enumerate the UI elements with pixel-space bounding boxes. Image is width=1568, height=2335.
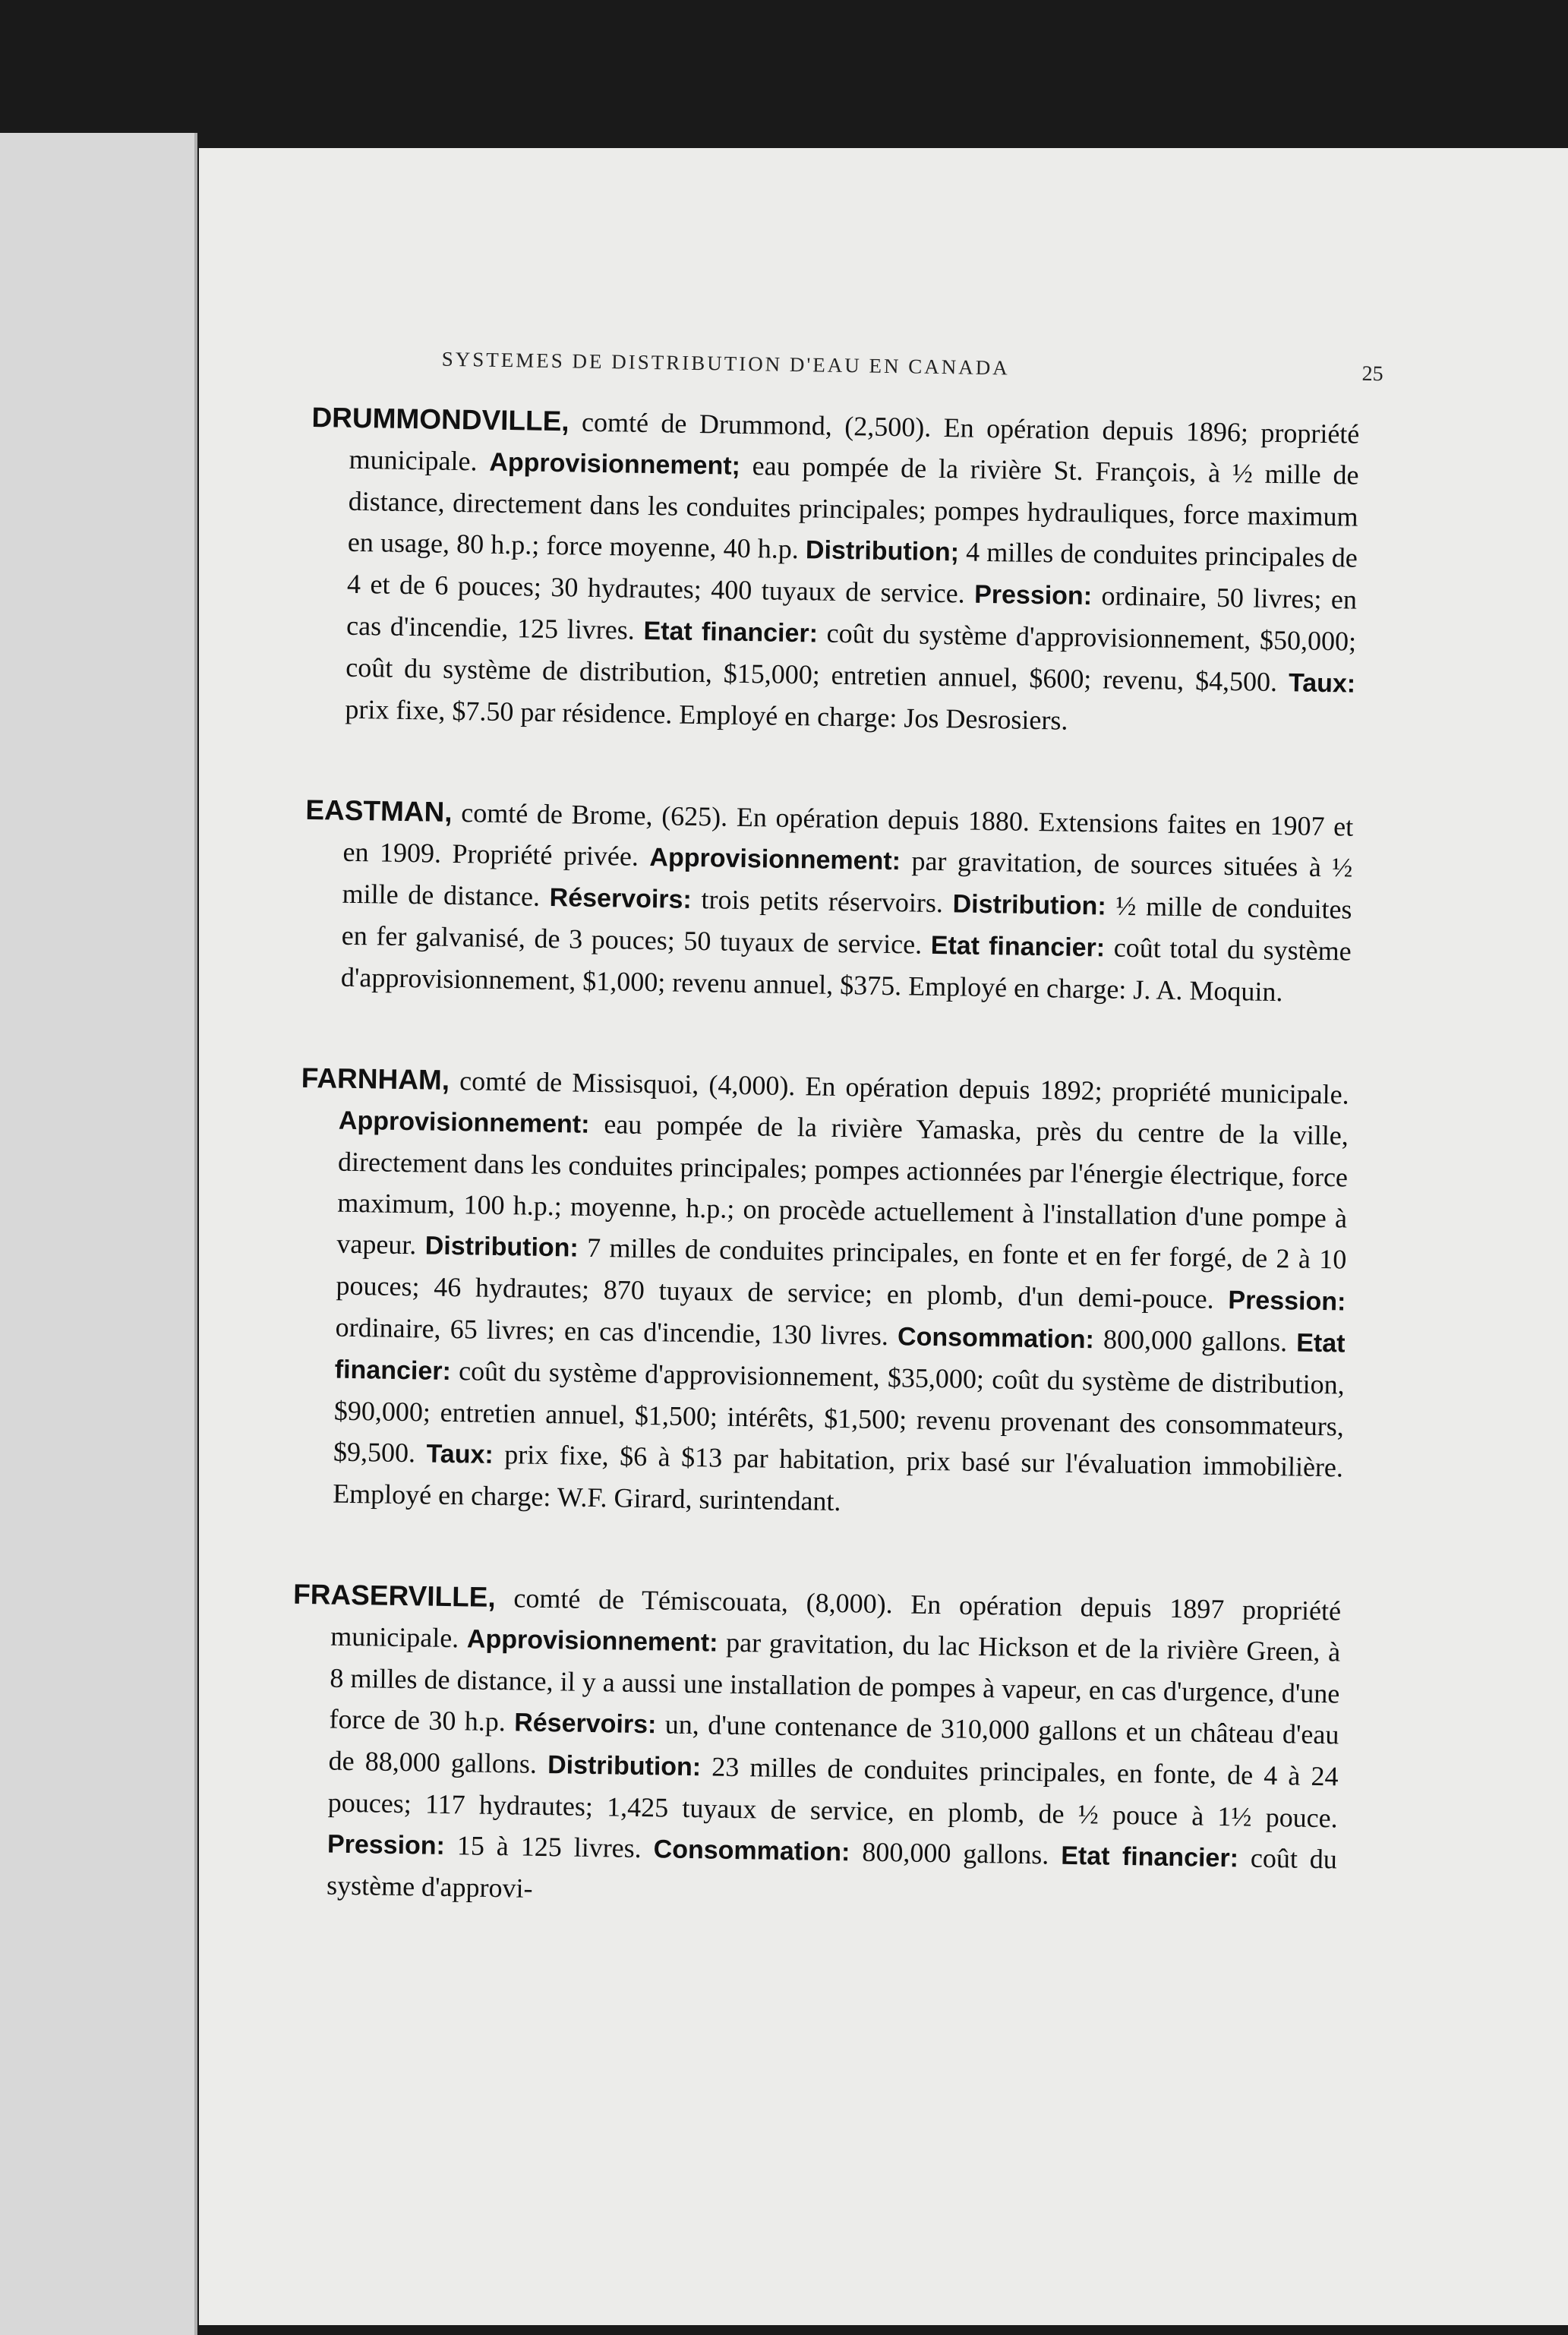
entry-text: 23 milles de conduites principales, en fonte, de 4 à 24 pouces; 117 hydrautes; 1,425 tuyaux de service, en plomb, de ½ pouce à 1½ pouce. bbox=[327, 1751, 1339, 1834]
entry-text: 800,000 gallons. bbox=[1093, 1324, 1297, 1358]
entry-text: trois petits réservoirs. bbox=[691, 883, 953, 919]
page-content bbox=[287, 346, 1383, 1982]
entry-name: DRUMMONDVILLE, bbox=[311, 401, 569, 437]
entry-text: coût du système d'approvi- bbox=[326, 1842, 1338, 1904]
entry-text: un, d'une contenance de 310,000 gallons et un château d'eau de 88,000 gallons. bbox=[328, 1709, 1339, 1780]
entry-label: Réservoirs: bbox=[513, 1708, 657, 1740]
entry-label: Etat financier: bbox=[334, 1328, 1346, 1387]
entry-label: Distribution: bbox=[424, 1231, 579, 1263]
entry-label: Approvisionnement: bbox=[466, 1624, 718, 1658]
entry-name: EASTMAN, bbox=[305, 794, 453, 828]
entry-text: comté de Drummond, (2,500). En opération depuis 1896; propriété municipale. bbox=[349, 406, 1360, 477]
page-number: 25 bbox=[1361, 361, 1383, 387]
entries-list bbox=[289, 397, 1360, 1921]
book-page bbox=[199, 148, 1568, 2325]
entry-text: ½ mille de conduites en fer galvanisé, de 3 pouces; 50 tuyaux de service. bbox=[341, 890, 1352, 960]
entry-label: Distribution; bbox=[805, 535, 960, 567]
entry-text: par gravitation, de sources situées à ½ mille de distance. bbox=[342, 845, 1353, 912]
entry-label: Réservoirs: bbox=[549, 882, 693, 914]
entry-label: Pression: bbox=[327, 1829, 446, 1860]
entry-farnham bbox=[295, 1058, 1349, 1530]
entry-text: 7 milles de conduites principales, en fonte et en fer forgé, de 2 à 10 pouces; 46 hydrautes; 870 tuyaux de service; en plomb, d'un demi-pouce. bbox=[336, 1232, 1347, 1315]
entry-label: Approvisionnement: bbox=[338, 1106, 590, 1139]
entry-text: 800,000 gallons. bbox=[850, 1836, 1062, 1870]
entry-text: coût du système d'approvisionnement, $35,000; coût du système de distribution, $90,000; entretien annuel, $1,500; intérêts, $1,500; revenu provenant des consommateurs, $9,500. bbox=[333, 1355, 1345, 1469]
entry-label: Distribution: bbox=[547, 1750, 702, 1782]
entry-text: comté de Témiscouata, (8,000). En opération depuis 1897 propriété municipale. bbox=[330, 1582, 1342, 1654]
entry-label: Taux: bbox=[426, 1439, 494, 1469]
entry-label: Taux: bbox=[1288, 668, 1356, 699]
entry-fraserville bbox=[289, 1574, 1342, 1922]
running-head bbox=[312, 346, 1383, 387]
entry-text: coût du système d'approvisionnement, $50,000; coût du système de distribution, $15,000; entretien annuel, $600; revenu, $4,500. bbox=[345, 617, 1357, 698]
entry-text: prix fixe, $6 à $13 par habitation, prix basé sur l'évaluation immobilière. Employé en charge: W.F. Girard, surintendant. bbox=[332, 1438, 1344, 1517]
entry-label: Approvisionnement: bbox=[649, 843, 901, 876]
entry-label: Consommation: bbox=[653, 1835, 850, 1867]
entry-text: 15 à 125 livres. bbox=[444, 1829, 655, 1864]
entry-eastman bbox=[303, 790, 1354, 1014]
entry-label: Distribution: bbox=[952, 889, 1106, 921]
entry-label: Pression: bbox=[1228, 1286, 1346, 1317]
entry-text: par gravitation, du lac Hickson et de la rivière Green, à 8 milles de distance, il y a aussi une installation de pompes à vapeur, en cas d'urgence, d'une force de 30 h.p. bbox=[329, 1627, 1341, 1737]
entry-label: Etat financier: bbox=[1060, 1841, 1239, 1873]
entry-text: 4 milles de conduites principales de 4 et de 6 pouces; 30 hydrautes; 400 tuyaux de service. bbox=[346, 536, 1358, 609]
entry-drummondville bbox=[307, 397, 1360, 746]
entry-label: Etat financier: bbox=[930, 930, 1106, 963]
entry-label: Consommation: bbox=[897, 1322, 1095, 1355]
entry-text: comté de Missisquoi, (4,000). En opération depuis 1892; propriété municipale. bbox=[449, 1065, 1349, 1110]
entry-text: eau pompée de la rivière Yamaska, près du centre de la ville, directement dans les conduites principales; pompes actionnées par l'énergie électrique, force maximum, 100 h.p.; moyenne, h.p.; on procède actuellement à l'installation d'une pompe à vapeur. bbox=[336, 1108, 1349, 1261]
entry-label: Pression: bbox=[973, 579, 1093, 611]
entry-text: eau pompée de la rivière St. François, à ½ mille de distance, directement dans les conduites principales; pompes hydrauliques, force maximum en usage, 80 h.p.; force moyenne, 40 h.p. bbox=[347, 450, 1359, 565]
running-title: SYSTEMES DE DISTRIBUTION D'EAU EN CANADA bbox=[441, 347, 1010, 380]
entry-name: FRASERVILLE, bbox=[292, 1578, 497, 1613]
entry-text: prix fixe, $7.50 par résidence. Employé en charge: Jos Desrosiers. bbox=[345, 693, 1068, 736]
entry-text: ordinaire, 50 livres; en cas d'incendie, 125 livres. bbox=[345, 580, 1358, 645]
entry-text: ordinaire, 65 livres; en cas d'incendie, 130 livres. bbox=[335, 1311, 898, 1352]
entry-text: coût total du système d'approvisionnement, $1,000; revenu annuel, $375. Employé en charge: J. A. Moquin. bbox=[340, 932, 1352, 1008]
entry-label: Etat financier: bbox=[643, 616, 819, 648]
entry-text: comté de Brome, (625). En opération depuis 1880. Extensions faites en 1907 et en 1909. Propriété privée. bbox=[342, 797, 1354, 872]
entry-label: Approvisionnement; bbox=[489, 447, 741, 481]
entry-name: FARNHAM, bbox=[301, 1062, 450, 1096]
facing-page-edge bbox=[0, 133, 197, 2335]
